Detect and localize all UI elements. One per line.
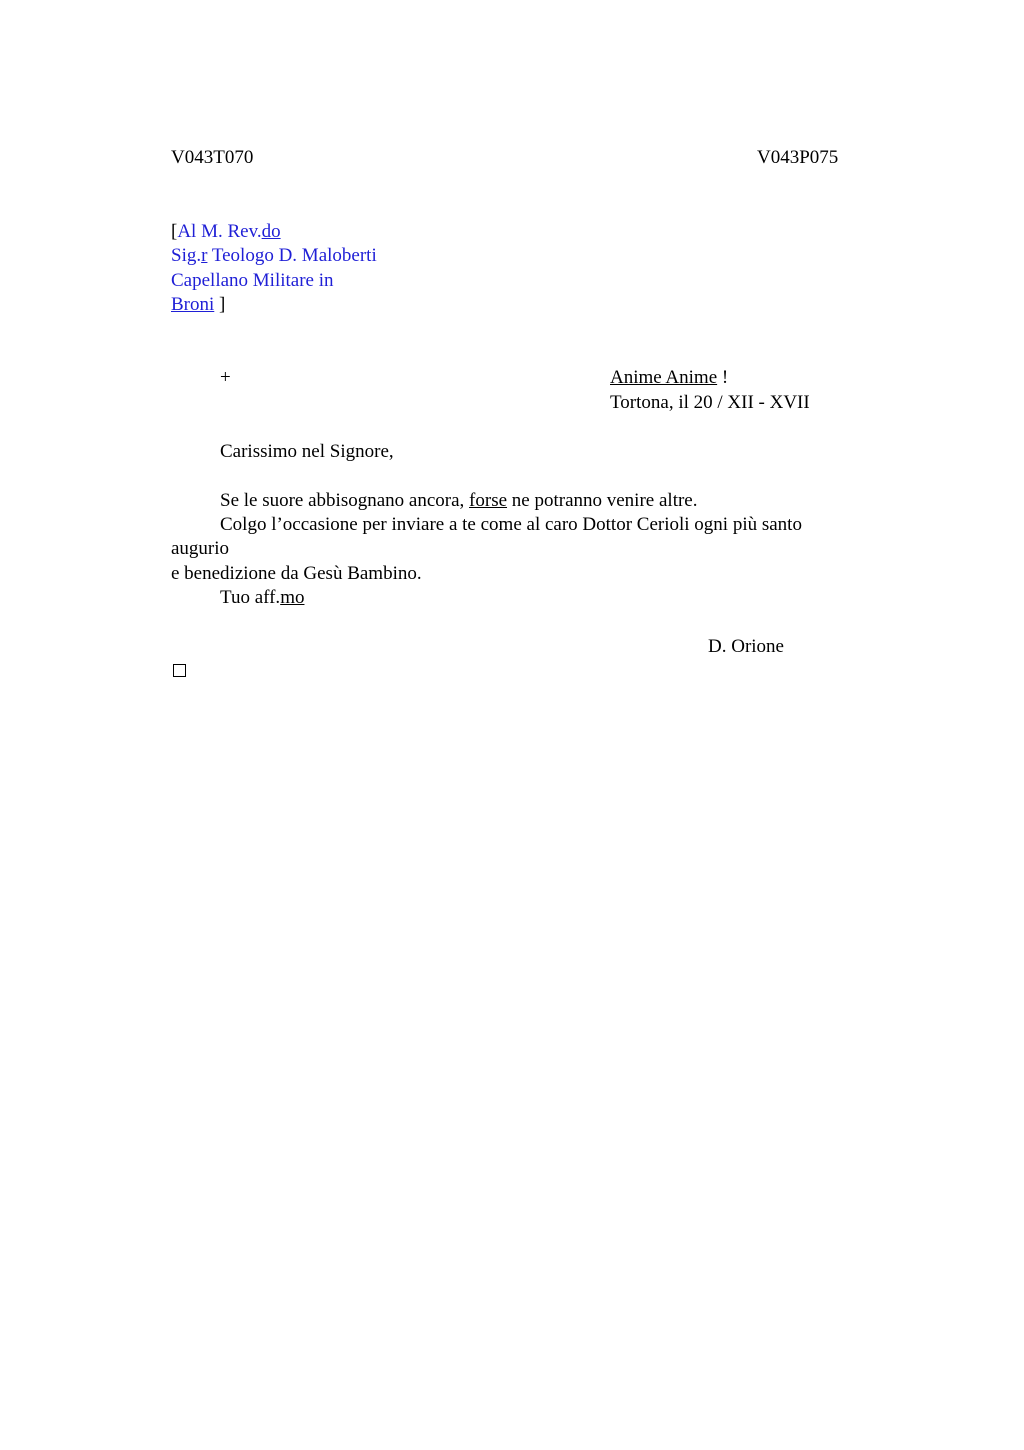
paragraph-1: [220, 489, 697, 513]
paragraph-1-start: Se le suore abbisognano ancora,: [220, 490, 470, 511]
closing-abbrev: mo: [280, 587, 305, 608]
motto: [610, 366, 728, 390]
address-sig-abbrev: r: [201, 245, 208, 266]
address-name: Teologo D. Maloberti: [207, 245, 377, 266]
signature: D. Orione: [708, 636, 784, 657]
address-town: Broni: [171, 294, 215, 315]
cross-symbol: +: [220, 367, 231, 388]
paragraph-2-line-2: augurio: [171, 538, 230, 559]
address-open-bracket: [: [171, 221, 178, 242]
address-line-3: Capellano Militare in: [171, 270, 334, 291]
place-date: Tortona, il 20 / XII - XVII: [610, 392, 810, 413]
address-title: Al M. Rev.: [177, 221, 262, 242]
address-line-2: [171, 244, 377, 268]
paragraph-2-line-3: e benedizione da Gesù Bambino.: [171, 563, 422, 584]
document-code-right: V043P075: [757, 147, 839, 168]
address-title-abbrev: do: [261, 221, 281, 242]
salutation: Carissimo nel Signore,: [220, 441, 394, 462]
motto-text: Anime Anime: [610, 367, 718, 388]
paragraph-1-emphasis: forse: [469, 490, 508, 511]
address-sig: Sig.: [171, 245, 202, 266]
paragraph-2-line-1: Colgo l’occasione per inviare a te come al caro Dottor Cerioli ogni più santo: [220, 514, 802, 535]
address-line-1: [171, 220, 281, 244]
end-marker-square-icon: [173, 664, 186, 677]
closing: [220, 586, 304, 610]
address-line-4: [171, 293, 225, 317]
document-code-left: V043T070: [171, 147, 254, 168]
closing-text: Tuo aff.: [220, 587, 281, 608]
motto-punct: !: [717, 367, 729, 388]
paragraph-1-end: ne potranno venire altre.: [507, 490, 698, 511]
address-close-bracket: ]: [214, 294, 226, 315]
